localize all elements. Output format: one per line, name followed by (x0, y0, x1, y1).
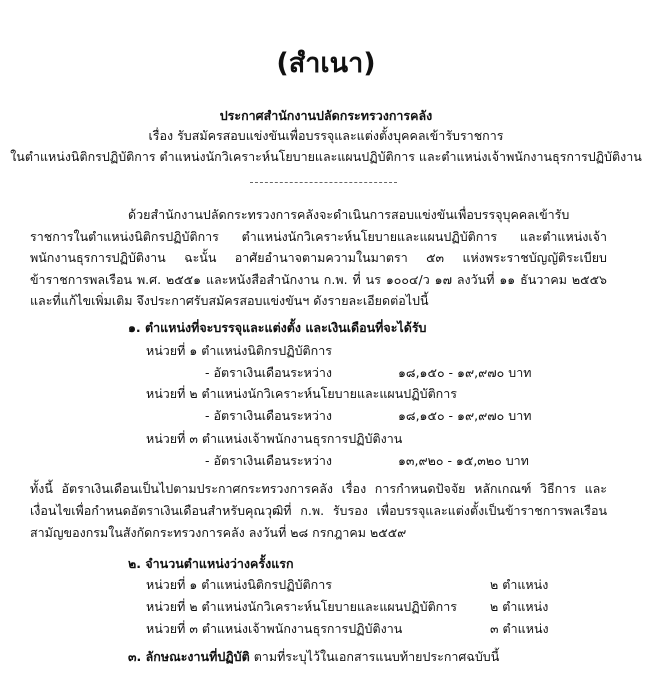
section1-unit1-label: หน่วยที่ ๑ ตำแหน่งนิติกรปฏิบัติการ (146, 343, 332, 358)
section1-heading: ๑. ตำแหน่งที่จะบรรจุและแต่งตั้ง และเงินเดือนที่จะได้รับ (128, 320, 427, 335)
document-title: (สำเนา) (276, 48, 376, 79)
section2-unit2-count: ๒ ตำแหน่ง (490, 599, 549, 614)
section3-line (128, 647, 499, 667)
salary-note-paragraph: ทั้งนี้ อัตราเงินเดือนเป็นไปตามประกาศกระทรวงการคลัง เรื่อง การกำหนดปัจจัย หลักเกณฑ์ วิธีการ และเงื่อนไขเพื่อกำหนดอัตราเงินเดือนสำหรับคุณวุฒิที่ ก.พ. รับรอง เพื่อบรรจุและแต่งตั้งเป็นข้าราชการพลเรือนสามัญของกรมในสังกัดกระทรวงการคลัง ลงวันที่ ๒๘ กรกฎาคม ๒๕๕๙ (30, 481, 607, 540)
section2-unit1-count: ๒ ตำแหน่ง (490, 577, 549, 592)
section3-heading: ๓. ลักษณะงานที่ปฏิบัติ (128, 649, 250, 664)
section2-unit1-label: หน่วยที่ ๑ ตำแหน่งนิติกรปฏิบัติการ (146, 577, 332, 592)
announcement-subject: เรื่อง รับสมัครสอบแข่งขันเพื่อบรรจุและแต่งตั้งบุคคลเข้ารับราชการ (148, 128, 504, 143)
section3-text: ตามที่ระบุไว้ในเอกสารแนบท้ายประกาศฉบับนี้ (249, 649, 500, 664)
section2-unit2-label: หน่วยที่ ๒ ตำแหน่งนักวิเคราะห์นโยบายและแผนปฏิบัติการ (146, 599, 457, 614)
section1-unit2-rate-label: - อัตราเงินเดือนระหว่าง (205, 408, 333, 423)
section2-unit3-count: ๓ ตำแหน่ง (490, 621, 549, 636)
section1-unit2-label: หน่วยที่ ๒ ตำแหน่งนักวิเคราะห์นโยบายและแผนปฏิบัติการ (146, 386, 457, 401)
section1-unit2-rate-value: ๑๘,๑๕๐ - ๑๙,๙๗๐ บาท (398, 408, 532, 423)
section1-unit1-rate-label: - อัตราเงินเดือนระหว่าง (205, 365, 333, 380)
section1-unit1-rate-value: ๑๘,๑๕๐ - ๑๙,๙๗๐ บาท (398, 365, 532, 380)
section2-unit3-label: หน่วยที่ ๓ ตำแหน่งเจ้าพนักงานธุรการปฏิบัติงาน (146, 621, 403, 636)
section1-unit3-rate-value: ๑๓,๙๒๐ - ๑๕,๓๒๐ บาท (398, 453, 529, 468)
section2-heading: ๒. จำนวนตำแหน่งว่างครั้งแรก (128, 556, 294, 571)
section1-unit3-rate-label: - อัตราเงินเดือนระหว่าง (205, 453, 333, 468)
intro-paragraph: ด้วยสำนักงานปลัดกระทรวงการคลังจะดำเนินการสอบแข่งขันเพื่อบรรจุบุคคลเข้ารับราชการในตำแหน่งนิติกรปฏิบัติการ ตำแหน่งนักวิเคราะห์นโยบายและแผนปฏิบัติการ และตำแหน่งเจ้าพนักงานธุรการปฏิบัติงาน ฉะนั้น อาศัยอำนาจตามความในมาตรา ๕๓ แห่งพระราชบัญญัติระเบียบข้าราชการพลเรือน พ.ศ. ๒๕๕๑ และหนังสือสำนักงาน ก.พ. ที่ นร ๑๐๐๔/ว ๑๗ ลงวันที่ ๑๑ ธันวาคม ๒๕๕๖ และที่แก้ไขเพิ่มเติม จึงประกาศรับสมัครสอบแข่งขันฯ ดังรายละเอียดต่อไปนี้ (30, 207, 607, 308)
section1-unit3-label: หน่วยที่ ๓ ตำแหน่งเจ้าพนักงานธุรการปฏิบัติงาน (146, 431, 403, 446)
announcement-heading: ประกาศสำนักงานปลัดกระทรวงการคลัง (219, 108, 433, 123)
announcement-positions: ในตำแหน่งนิติกรปฏิบัติการ ตำแหน่งนักวิเคราะห์นโยบายและแผนปฏิบัติการ และตำแหน่งเจ้าพนักงานธุรการปฏิบัติงาน (10, 149, 642, 164)
divider-line (250, 182, 397, 183)
